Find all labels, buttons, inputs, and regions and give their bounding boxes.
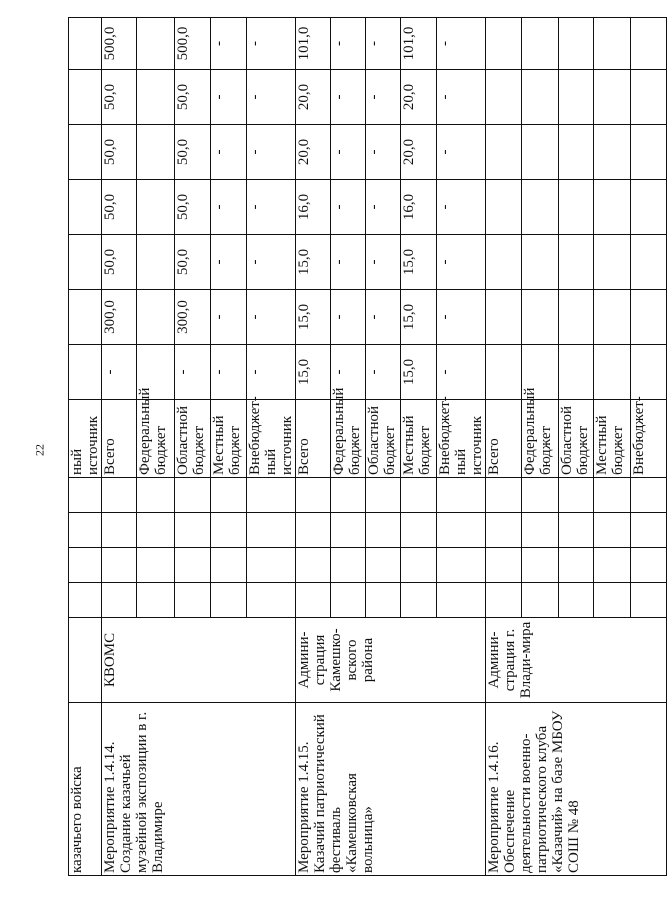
year-value-cell: - [366,125,401,180]
year-value-cell: - [437,290,486,345]
empty-cell [594,478,631,513]
empty-cell [594,513,631,548]
total-value-cell: - [331,18,366,70]
year-value-cell [631,70,667,125]
empty-cell [69,235,102,290]
table-row [296,18,331,876]
year-value-cell: 50,0 [102,125,137,180]
executor-cell: КВОМС [102,618,296,703]
empty-cell [331,478,366,513]
year-value-cell: - [211,125,247,180]
total-value-cell: 500,0 [102,18,137,70]
year-value-cell [486,125,522,180]
year-value-cell: 20,0 [401,70,437,125]
year-value-cell: - [211,345,247,400]
empty-cell [175,478,211,513]
year-value-cell: - [247,180,296,235]
table-row [102,18,137,876]
empty-cell [69,18,102,70]
year-value-cell [137,180,175,235]
year-value-cell: - [437,125,486,180]
year-value-cell [631,235,667,290]
empty-cell [559,513,594,548]
total-value-cell: - [211,18,247,70]
empty-cell [69,345,102,400]
year-value-cell [559,180,594,235]
year-value-cell: - [437,235,486,290]
event-title-cell: Мероприятие 1.4.16. Обеспечение деятельности военно-патриотического клуба «Казачий» на базе МБОУ СОШ № 48 [486,703,667,876]
year-value-cell: 16,0 [296,180,331,235]
executor-cell: Админи-страция г. Влади-мира [486,618,667,703]
year-value-cell: 15,0 [296,290,331,345]
year-value-cell: 15,0 [401,290,437,345]
funding-source-cell: Внебюджет- [631,400,667,478]
empty-cell [296,548,331,583]
empty-cell [247,513,296,548]
empty-cell [69,70,102,125]
year-value-cell [594,235,631,290]
empty-cell [211,478,247,513]
funding-source-cell: Местный бюджет [594,400,631,478]
empty-cell [366,478,401,513]
year-value-cell: 15,0 [401,345,437,400]
empty-cell [522,583,559,618]
total-value-cell [522,18,559,70]
funding-source-cell: Федеральный бюджет [522,400,559,478]
empty-cell [69,180,102,235]
year-value-cell: - [331,235,366,290]
event-title-cell: Мероприятие 1.4.15. Казачий патриотический фестиваль «Камешковская вольница» [296,703,486,876]
empty-cell [102,548,137,583]
empty-cell [631,513,667,548]
funding-source-cell: Внебюджет-ный источник [437,400,486,478]
year-value-cell: - [247,290,296,345]
empty-cell [401,478,437,513]
total-value-cell: 101,0 [401,18,437,70]
empty-cell [102,583,137,618]
year-value-cell: - [366,70,401,125]
empty-cell [102,478,137,513]
empty-cell [69,290,102,345]
year-value-cell: - [331,290,366,345]
funding-source-cell: Федеральный бюджет [331,400,366,478]
total-value-cell [631,18,667,70]
year-value-cell [486,180,522,235]
total-value-cell: - [247,18,296,70]
year-value-cell [559,125,594,180]
empty-cell [137,513,175,548]
year-value-cell [631,180,667,235]
empty-cell [331,583,366,618]
year-value-cell [486,290,522,345]
year-value-cell: 50,0 [102,70,137,125]
year-value-cell: - [331,345,366,400]
empty-cell [486,478,522,513]
empty-cell [401,583,437,618]
empty-cell [631,478,667,513]
year-value-cell [559,290,594,345]
year-value-cell: - [366,345,401,400]
year-value-cell [137,70,175,125]
empty-cell [69,618,102,703]
year-value-cell [486,70,522,125]
year-value-cell: 15,0 [296,345,331,400]
year-value-cell: 50,0 [102,235,137,290]
year-value-cell [631,345,667,400]
empty-cell [247,583,296,618]
year-value-cell: - [211,180,247,235]
funding-source-cell: Всего [296,400,331,478]
total-value-cell: 500,0 [175,18,211,70]
year-value-cell: 50,0 [175,180,211,235]
page-number: 22 [32,444,47,456]
year-value-cell: 16,0 [401,180,437,235]
funding-table [68,17,667,876]
rotated-page [68,18,647,876]
funding-source-cell: Местный бюджет [401,400,437,478]
funding-source-cell: Областной бюджет [559,400,594,478]
empty-cell [211,513,247,548]
empty-cell [331,513,366,548]
empty-cell [437,513,486,548]
year-value-cell [522,125,559,180]
empty-cell [522,478,559,513]
funding-source-cell: Областной бюджет [366,400,401,478]
empty-cell [331,548,366,583]
empty-cell [247,478,296,513]
year-value-cell [522,290,559,345]
empty-cell [559,583,594,618]
year-value-cell: - [211,235,247,290]
empty-cell [401,548,437,583]
year-value-cell: - [211,290,247,345]
year-value-cell: - [437,180,486,235]
year-value-cell: 50,0 [102,180,137,235]
empty-cell [559,548,594,583]
empty-cell [296,478,331,513]
empty-cell [486,583,522,618]
year-value-cell [559,70,594,125]
funding-source-cell: Всего [102,400,137,478]
year-value-cell [631,125,667,180]
funding-source-cell: Местный бюджет [211,400,247,478]
empty-cell [486,548,522,583]
total-value-cell: - [437,18,486,70]
year-value-cell [594,125,631,180]
year-value-cell: - [247,125,296,180]
year-value-cell: - [175,345,211,400]
empty-cell [137,548,175,583]
year-value-cell: 300,0 [102,290,137,345]
funding-source-cell: Федеральный бюджет [137,400,175,478]
total-value-cell: - [366,18,401,70]
funding-source-cell: Областной бюджет [175,400,211,478]
year-value-cell [594,345,631,400]
continued-source-cell: ный источник [69,400,102,478]
empty-cell [69,513,102,548]
year-value-cell [559,235,594,290]
empty-cell [69,125,102,180]
empty-cell [594,583,631,618]
year-value-cell [594,70,631,125]
empty-cell [559,478,594,513]
year-value-cell [137,235,175,290]
year-value-cell: - [331,180,366,235]
empty-cell [137,583,175,618]
year-value-cell: 300,0 [175,290,211,345]
funding-source-cell: Внебюджет-ный источник [247,400,296,478]
events-body [102,18,667,876]
empty-cell [175,583,211,618]
empty-cell [437,548,486,583]
year-value-cell [486,235,522,290]
year-value-cell: - [366,180,401,235]
continued-event-cell: казачьего войска [69,703,102,876]
year-value-cell: 20,0 [296,70,331,125]
empty-cell [486,513,522,548]
empty-cell [137,478,175,513]
year-value-cell: 50,0 [175,70,211,125]
year-value-cell [486,345,522,400]
empty-cell [69,478,102,513]
year-value-cell: - [331,125,366,180]
year-value-cell [522,235,559,290]
year-value-cell: - [247,70,296,125]
year-value-cell: 50,0 [175,235,211,290]
empty-cell [522,513,559,548]
total-value-cell: 101,0 [296,18,331,70]
year-value-cell: - [366,235,401,290]
empty-cell [247,548,296,583]
year-value-cell [522,180,559,235]
total-value-cell [559,18,594,70]
table-row [486,18,522,876]
year-value-cell [559,345,594,400]
empty-cell [175,513,211,548]
empty-cell [69,583,102,618]
year-value-cell: - [102,345,137,400]
year-value-cell: - [437,70,486,125]
event-title-cell: Мероприятие 1.4.14. Создание казачьей музейной экспозиции в г. Владимире [102,703,296,876]
year-value-cell: - [437,345,486,400]
continuation-row [69,18,102,876]
empty-cell [631,583,667,618]
total-value-cell [486,18,522,70]
year-value-cell: - [366,290,401,345]
year-value-cell: - [247,235,296,290]
funding-source-cell: Всего [486,400,522,478]
empty-cell [211,583,247,618]
total-value-cell [137,18,175,70]
empty-cell [102,513,137,548]
empty-cell [175,548,211,583]
empty-cell [437,583,486,618]
year-value-cell: - [211,70,247,125]
year-value-cell [522,70,559,125]
year-value-cell: 15,0 [296,235,331,290]
year-value-cell: - [331,70,366,125]
empty-cell [296,513,331,548]
empty-cell [366,583,401,618]
year-value-cell [137,290,175,345]
year-value-cell [594,290,631,345]
empty-cell [401,513,437,548]
year-value-cell: 50,0 [175,125,211,180]
year-value-cell [631,290,667,345]
empty-cell [366,548,401,583]
program-table-wrapper [68,18,647,876]
total-value-cell [594,18,631,70]
year-value-cell: - [247,345,296,400]
empty-cell [366,513,401,548]
year-value-cell [594,180,631,235]
year-value-cell: 20,0 [296,125,331,180]
year-value-cell: 15,0 [401,235,437,290]
empty-cell [522,548,559,583]
year-value-cell: 20,0 [401,125,437,180]
empty-cell [211,548,247,583]
empty-cell [631,548,667,583]
executor-cell: Админи-страция Камешко-вского района [296,618,486,703]
empty-cell [437,478,486,513]
empty-cell [69,548,102,583]
empty-cell [296,583,331,618]
year-value-cell [137,125,175,180]
empty-cell [594,548,631,583]
